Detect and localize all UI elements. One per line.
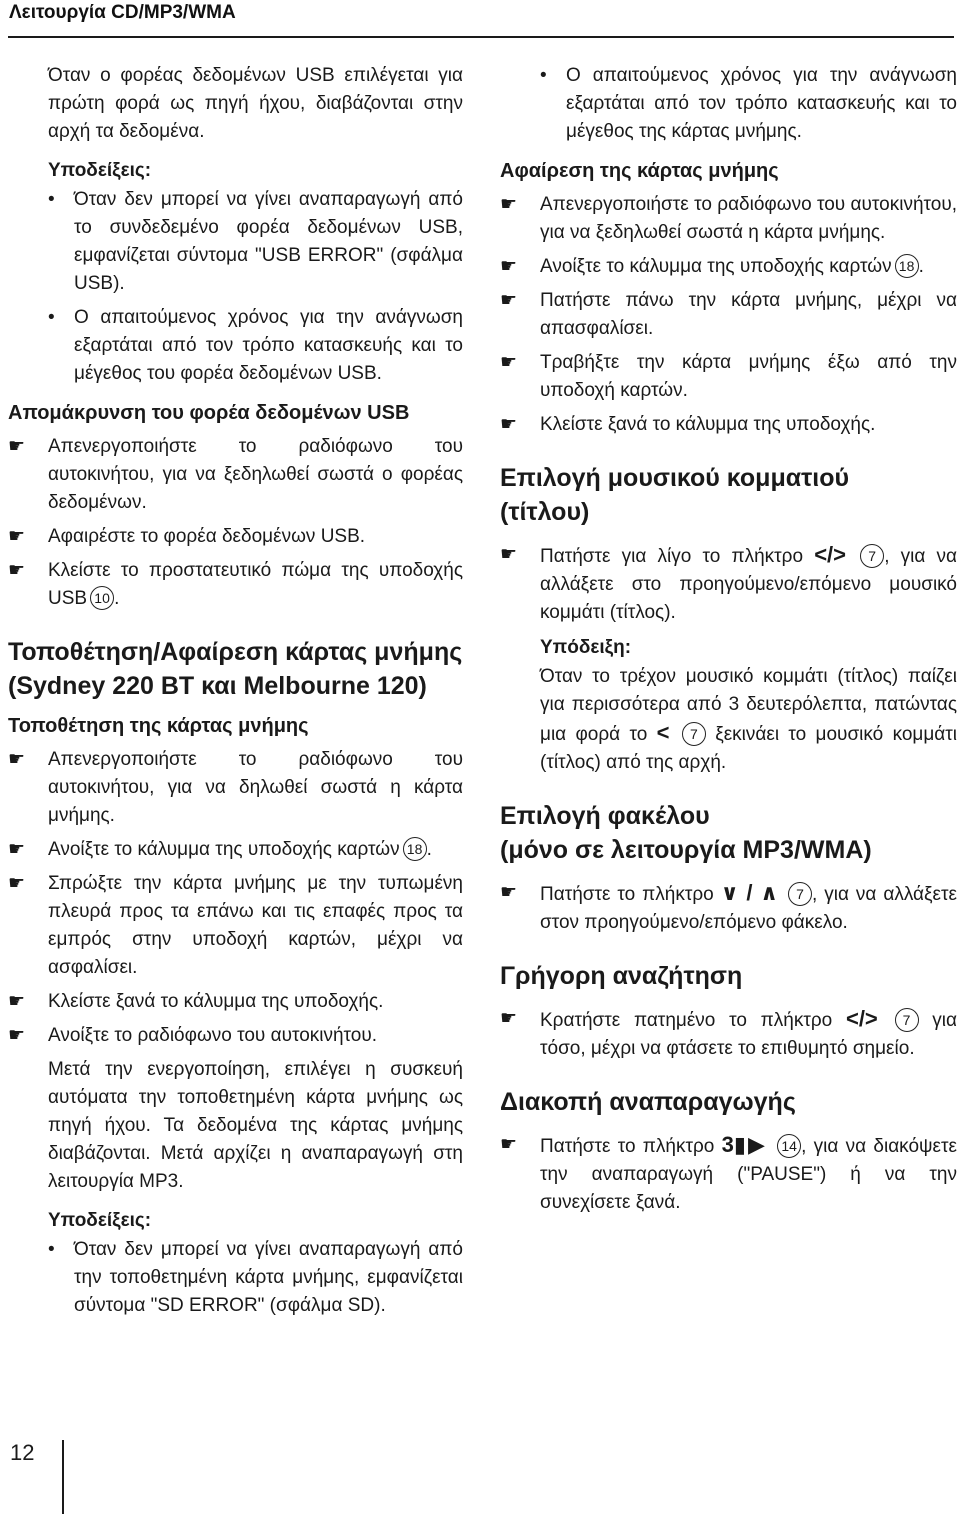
pointing-hand-icon: ☛ <box>500 194 518 215</box>
hint-heading: Υπόδειξη: <box>540 637 632 658</box>
step-item: ☛ Κρατήστε πατημένο το πλήκτρο </> 7 για τόσο, μέχρι να φτάσετε το επιθυμητό σημείο. <box>500 1006 957 1059</box>
callout-number: 18 <box>403 837 427 861</box>
step-item: ☛ Κλείστε το προστατευτικό πώμα της υποδοχής USB 10 . <box>8 560 463 609</box>
pointing-hand-icon: ☛ <box>8 991 26 1012</box>
callout-number: 14 <box>777 1134 801 1158</box>
pointing-hand-icon: ☛ <box>8 436 26 457</box>
bullet-dot-icon: • <box>48 189 55 210</box>
list-item: • Όταν δεν μπορεί να γίνει αναπαραγωγή από το συνδεδεμένο φορέα δεδομένων USB, εμφανίζεται σύντομα "USB ERROR" (σφάλμα USB). <box>8 186 463 298</box>
step-item: ☛ Τραβήξτε την κάρτα μνήμης έξω από την υποδοχή καρτών. <box>500 352 957 401</box>
step-item: ☛ Πατήστε το πλήκτρο ∨ / ∧ 7 , για να αλλάξετε στον προηγούμενο/επόμενο φάκελο. <box>500 880 957 933</box>
callout-number: 10 <box>90 586 114 610</box>
list-item: • Όταν δεν μπορεί να γίνει αναπαραγωγή από την τοποθετημένη κάρτα μνήμης, εμφανίζεται σύντομα "SD ERROR" (σφάλμα SD). <box>8 1236 463 1320</box>
bullet-dot-icon: • <box>48 1239 55 1260</box>
pointing-hand-icon: ☛ <box>500 1008 518 1029</box>
hints-heading: Υποδείξεις: <box>48 1210 152 1231</box>
callout-number: 18 <box>895 254 919 278</box>
pointing-hand-icon: ☛ <box>8 873 26 894</box>
pointing-hand-icon: ☛ <box>500 1134 518 1155</box>
hints-heading: Υποδείξεις: <box>48 160 152 181</box>
step-item: ☛ Αφαιρέστε το φορέα δεδομένων USB. <box>8 526 366 547</box>
bullet-dot-icon: • <box>540 65 547 86</box>
step-item: ☛ Ανοίξτε το κάλυμμα της υποδοχής καρτών 18 . <box>8 839 432 860</box>
usb-intro-paragraph: Όταν ο φορέας δεδομένων USB επιλέγεται για πρώτη φορά ως πηγή ήχου, διαβάζονται στην αρχή τα δεδομένα. <box>48 65 463 142</box>
remove-card-heading: Αφαίρεση της κάρτας μνήμης <box>500 160 779 182</box>
pointing-hand-icon: ☛ <box>500 352 518 373</box>
prev-key-icon: < <box>656 720 670 745</box>
step-item: ☛ Ανοίξτε το κάλυμμα της υποδοχής καρτών 18 . <box>500 256 924 277</box>
fast-search-heading: Γρήγορη αναζήτηση <box>500 962 743 990</box>
page-header-title: Λειτουργία CD/MP3/WMA <box>9 2 236 23</box>
pointing-hand-icon: ☛ <box>500 544 518 565</box>
after-power-on-paragraph: Μετά την ενεργοποίηση, επιλέγει η συσκευή αυτόματα την τοποθετημένη κάρτα μνήμης ως πηγή ήχου. Τα δεδομένα της κάρτας μνήμης διαβάζονται. Μετά αρχίζει η αναπαραγωγή στη λειτουργία MP3. <box>48 1059 463 1192</box>
step-item: ☛ Κλείστε ξανά το κάλυμμα της υποδοχής. <box>500 414 876 435</box>
track-select-heading: Επιλογή μουσικού κομματιού (τίτλου) <box>500 464 850 526</box>
pointing-hand-icon: ☛ <box>500 290 518 311</box>
insert-card-heading: Τοποθέτηση της κάρτας μνήμης <box>8 715 309 737</box>
pointing-hand-icon: ☛ <box>500 256 518 277</box>
step-item: ☛ Πατήστε για λίγο το πλήκτρο </> 7 , για να αλλάξετε στο προηγούμενο/επόμενο μουσικό κομμάτι (τίτλος). <box>500 542 957 623</box>
pointing-hand-icon: ☛ <box>8 1025 26 1046</box>
list-item: • Ο απαιτούμενος χρόνος για την ανάγνωση εξαρτάται από τον τρόπο κατασκευής και το μέγεθος της κάρτας μνήμης. <box>500 62 957 146</box>
pointing-hand-icon: ☛ <box>500 882 518 903</box>
section-heading: Τοποθέτηση/Αφαίρεση κάρτας μνήμης (Sydney 220 BT και Melbourne 120) <box>8 638 463 700</box>
step-item: ☛ Πατήστε πάνω την κάρτα μνήμης, μέχρι να απασφαλίσει. <box>500 290 957 339</box>
bullet-dot-icon: • <box>48 307 55 328</box>
left-column <box>8 62 463 1326</box>
pointing-hand-icon: ☛ <box>8 560 26 581</box>
down-up-key-icon: ∨ / ∧ <box>720 880 779 905</box>
step-item: ☛ Κλείστε ξανά το κάλυμμα της υποδοχής. <box>8 991 384 1012</box>
prev-next-key-icon: </> <box>814 542 847 567</box>
track-hint-paragraph: Όταν το τρέχον μουσικό κομμάτι (τίτλος) παίζει για περισσότερα από 3 δευτερόλεπτα, πατώντας μια φορά το < 7 ξεκινάει το μουσικό κομμάτι (τίτλος) από της αρχή. <box>540 666 958 773</box>
remove-usb-heading: Απομάκρυνση του φορέα δεδομένων USB <box>8 402 410 424</box>
step-item: ☛ Απενεργοποιήστε το ραδιόφωνο του αυτοκινήτου, για να ξεδηλωθεί σωστά η κάρτα μνήμης. <box>500 194 957 243</box>
step-item: ☛ Ανοίξτε το ραδιόφωνο του αυτοκινήτου. <box>8 1025 378 1046</box>
pointing-hand-icon: ☛ <box>8 526 26 547</box>
right-column <box>500 62 957 1223</box>
pause-heading: Διακοπή αναπαραγωγής <box>500 1088 796 1116</box>
prev-next-key-icon: </> <box>845 1006 878 1031</box>
pointing-hand-icon: ☛ <box>8 749 26 770</box>
callout-number: 7 <box>895 1008 919 1032</box>
pointing-hand-icon: ☛ <box>8 839 26 860</box>
list-item: • Ο απαιτούμενος χρόνος για την ανάγνωση εξαρτάται από τον τρόπο κατασκευής και το μέγεθος του φορέα δεδομένων USB. <box>8 304 463 388</box>
step-item: ☛ Απενεργοποιήστε το ραδιόφωνο του αυτοκινήτου, για να δηλωθεί σωστά η κάρτα μνήμης. <box>8 749 463 826</box>
step-item: ☛ Απενεργοποιήστε το ραδιόφωνο του αυτοκινήτου, για να ξεδηλωθεί σωστά ο φορέας δεδομένων. <box>8 436 463 513</box>
callout-number: 7 <box>860 544 884 568</box>
step-item: ☛ Σπρώξτε την κάρτα μνήμης με την τυπωμένη πλευρά προς τα επάνω και τις επαφές προς τα εμπρός στην υποδοχή καρτών, μέχρι να ασφαλίσει. <box>8 873 463 978</box>
page-number: 12 <box>10 1440 35 1465</box>
folder-select-heading: Επιλογή φακέλου (μόνο σε λειτουργία MP3/WMA) <box>500 802 872 864</box>
pointing-hand-icon: ☛ <box>500 414 518 435</box>
callout-number: 7 <box>788 882 812 906</box>
pause-key-icon: 3▮▶ <box>721 1132 767 1157</box>
footer-rule <box>62 1440 64 1514</box>
step-item: ☛ Πατήστε το πλήκτρο 3▮▶ 14 , για να διακόψετε την αναπαραγωγή ("PAUSE") ή να την συνεχίσετε ξανά. <box>500 1132 958 1213</box>
callout-number: 7 <box>682 722 706 746</box>
header-rule <box>8 36 954 38</box>
